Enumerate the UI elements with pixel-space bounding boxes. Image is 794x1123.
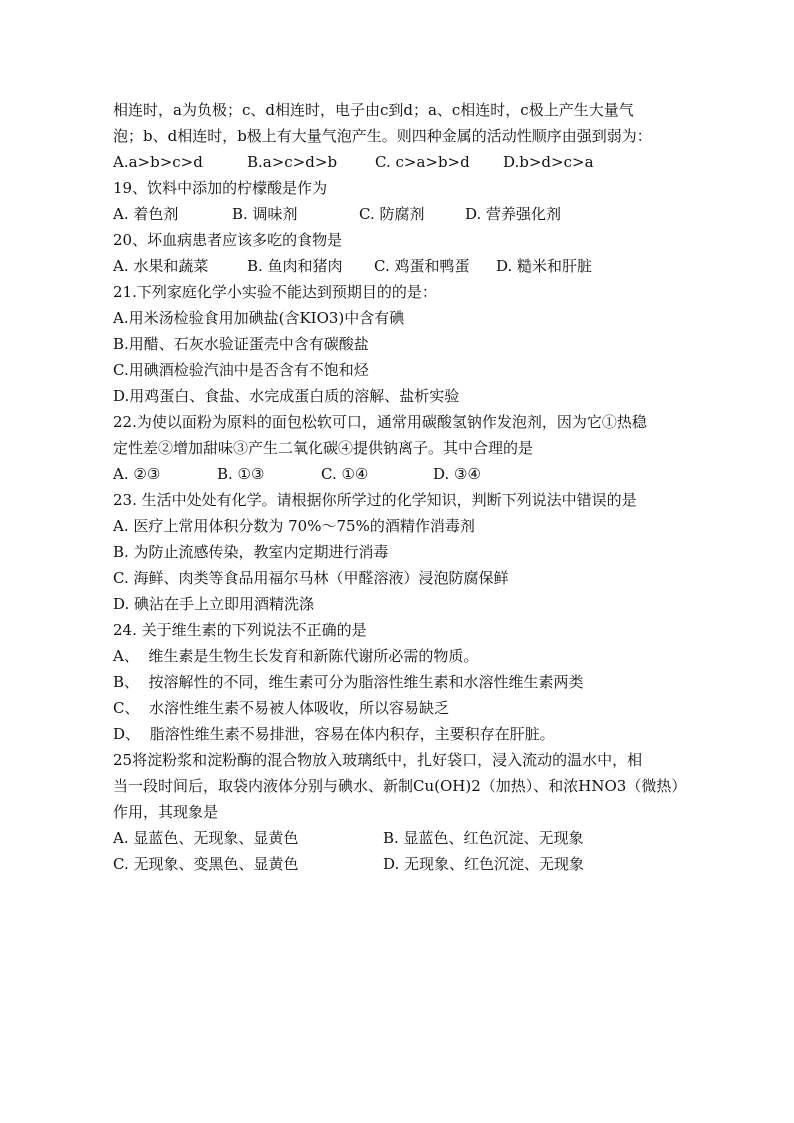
q23-stem: 23. 生活中处处有化学。请根据你所学过的化学知识，判断下列说法中错误的是 [113,491,637,509]
q24-stem: 24. 关于维生素的下列说法不正确的是 [113,621,367,639]
q22-stem-line-1: 22.为使以面粉为原料的面包松软可口，通常用碳酸氢钠作发泡剂，因为它①热稳 [113,413,647,431]
q19-option-a: A. 着色剂 [113,205,179,223]
q20-stem: 20、坏血病患者应该多吃的食物是 [113,231,343,249]
q21-option-d: D.用鸡蛋白、食盐、水完成蛋白质的溶解、盐析实验 [113,387,460,405]
q25-option-b: B. 显蓝色、红色沉淀、无现象 [383,829,584,847]
q23-option-b: B. 为防止流感传染，教室内定期进行消毒 [113,543,389,561]
q21-stem: 21.下列家庭化学小实验不能达到预期目的的是： [113,283,437,301]
q25-stem-line-3: 作用，其现象是 [113,803,219,821]
q24-option-a: A、 维生素是生物生长发育和新陈代谢所必需的物质。 [113,647,479,665]
question-list [113,97,693,877]
q25-stem-line-2: 当一段时间后，取袋内液体分别与碘水、新制Cu(OH)2（加热）、和浓HNO3（微热） [113,777,687,795]
q23-option-d: D. 碘沾在手上立即用酒精洗涤 [113,595,315,613]
q19-options [113,201,693,227]
q21-option-a: A.用米汤检验食用加碘盐(含KIO3)中含有碘 [113,309,405,327]
q23-option-a: A. 医疗上常用体积分数为 70%～75%的酒精作消毒剂 [113,517,475,535]
q22-option-c: C. ①④ [321,465,369,483]
q21-option-b: B.用醋、石灰水验证蛋壳中含有碳酸盐 [113,335,369,353]
q19-option-d: D. 营养强化剂 [465,205,562,223]
q23-option-c: C. 海鲜、肉类等食品用福尔马林（甲醛溶液）浸泡防腐保鲜 [113,569,509,587]
q20-option-c: C. 鸡蛋和鸭蛋 [374,257,470,275]
q18-options [113,149,693,175]
q19-option-b: B. 调味剂 [232,205,298,223]
q22-option-d: D. ③④ [433,465,481,483]
q24-option-c: C、 水溶性维生素不易被人体吸收，所以容易缺乏 [113,699,450,717]
q18-text-line-1: 相连时，a为负极；c、d相连时，电子由c到d；a、c相连时，c极上产生大量气 [113,101,634,119]
q18-text-line-2: 泡；b、d相连时，b极上有大量气泡产生。则四种金属的活动性顺序由强到弱为： [113,127,652,145]
q18-option-d: D.b>d>c>a [503,153,594,171]
q25-option-c: C. 无现象、变黑色、显黄色 [113,855,299,873]
q25-stem-line-1: 25将淀粉浆和淀粉酶的混合物放入玻璃纸中，扎好袋口，浸入流动的温水中，相 [113,751,643,769]
q22-stem-line-2: 定性差②增加甜味③产生二氧化碳④提供钠离子。其中合理的是 [113,439,534,457]
q20-option-b: B. 鱼肉和猪肉 [247,257,343,275]
q22-option-a: A. ②③ [113,465,161,483]
q20-option-a: A. 水果和蔬菜 [113,257,209,275]
q18-option-a: A.a>b>c>d [113,153,203,171]
q19-option-c: C. 防腐剂 [359,205,425,223]
q20-options [113,253,693,279]
q18-option-b: B.a>c>d>b [247,153,338,171]
q25-options-row-1 [113,825,693,851]
q21-option-c: C.用碘酒检验汽油中是否含有不饱和烃 [113,361,369,379]
q25-option-d: D. 无现象、红色沉淀、无现象 [383,855,585,873]
q19-stem: 19、饮料中添加的柠檬酸是作为 [113,179,328,197]
q24-option-b: B、 按溶解性的不同，维生素可分为脂溶性维生素和水溶性维生素两类 [113,673,584,691]
q22-options [113,461,693,487]
q25-option-a: A. 显蓝色、无现象、显黄色 [113,829,299,847]
q24-option-d: D、 脂溶性维生素不易排泄，容易在体内积存，主要积存在肝脏。 [113,725,555,743]
q20-option-d: D. 糙米和肝脏 [496,257,593,275]
q25-options-row-2 [113,851,693,877]
q22-option-b: B. ①③ [217,465,265,483]
q18-option-c: C. c>a>b>d [375,153,470,171]
